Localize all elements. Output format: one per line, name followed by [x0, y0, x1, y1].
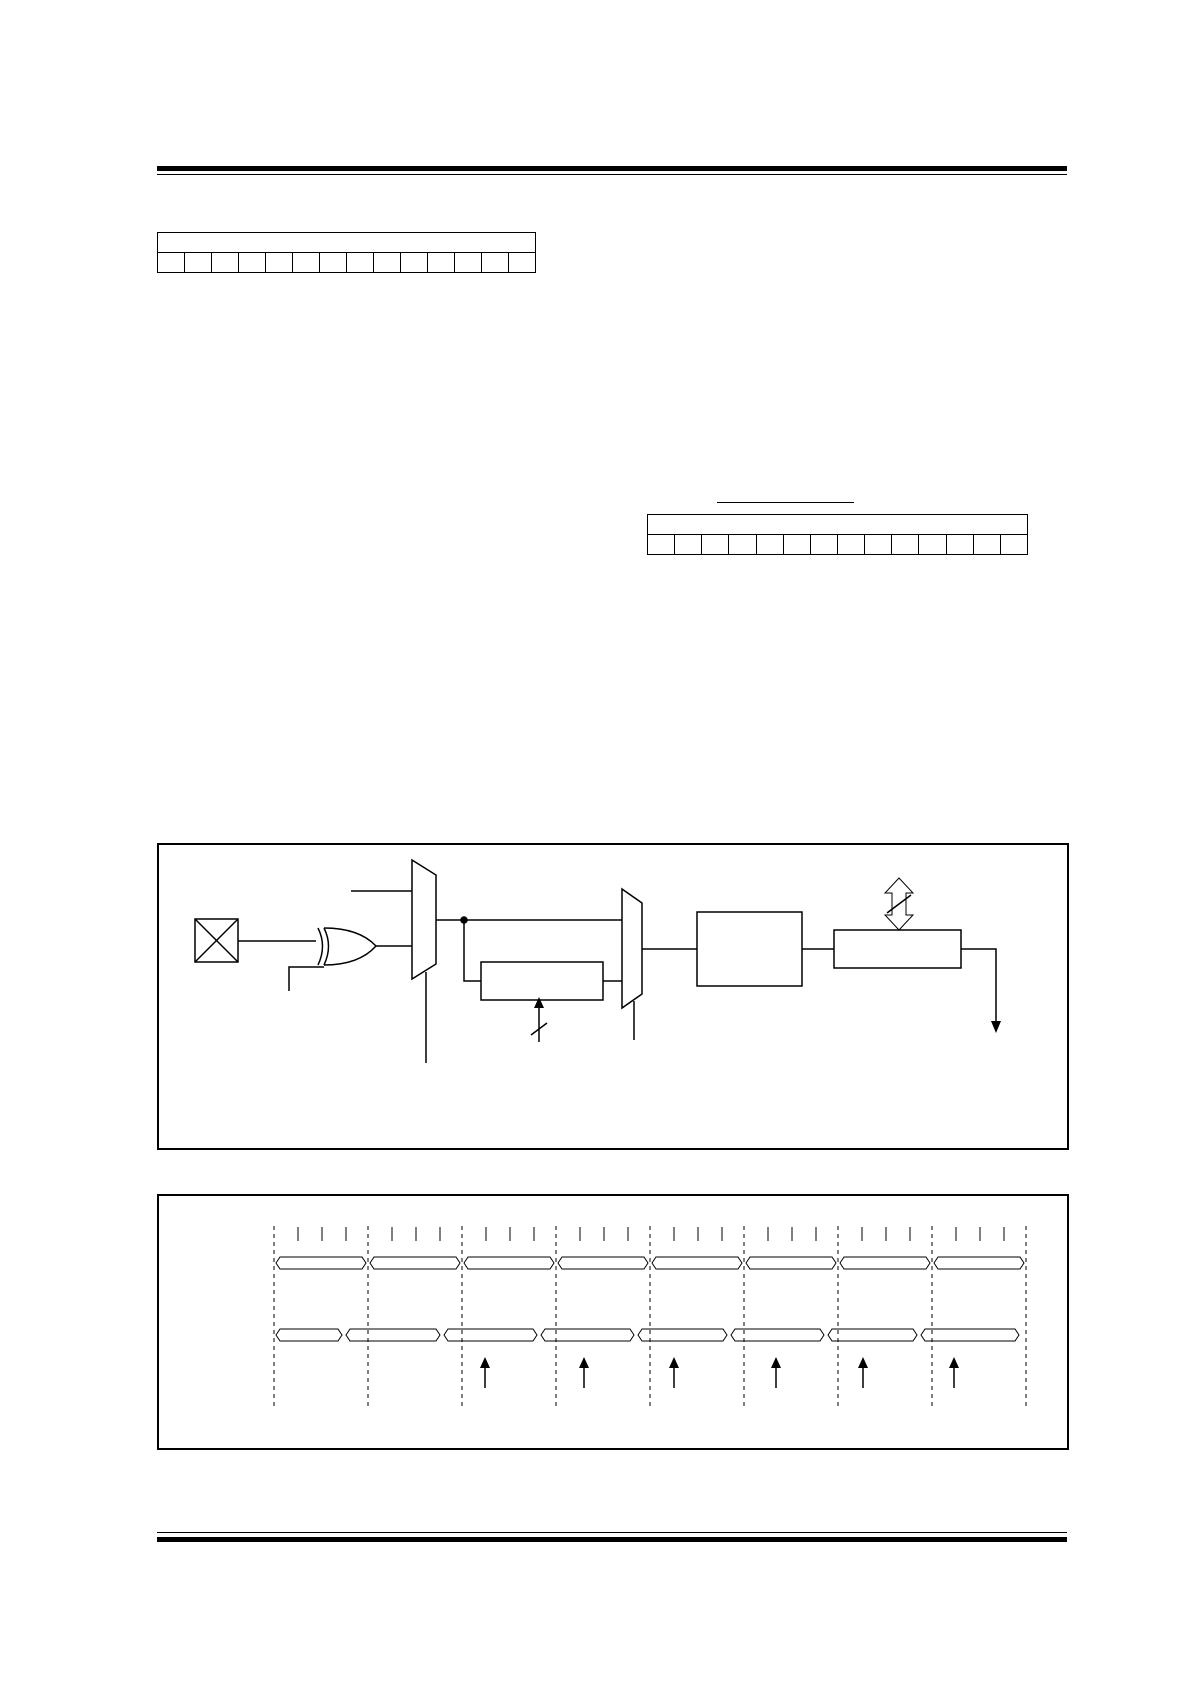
register-table-1-bit-row [158, 253, 536, 273]
bit-cell [266, 253, 293, 273]
register-table-2-overline [717, 502, 854, 503]
sample-arrowhead [858, 1357, 868, 1368]
bit-cell [865, 535, 892, 555]
bit-cell [675, 535, 702, 555]
xor-gate-icon [318, 928, 376, 965]
bit-cell [729, 535, 756, 555]
output-arrowhead [991, 1021, 1001, 1033]
pin-icon [195, 919, 238, 962]
bit-cell [401, 253, 428, 273]
output-bus-cell [921, 1329, 1019, 1341]
output-bus-cell [541, 1329, 634, 1341]
output-bus-cell [444, 1329, 537, 1341]
bit-cell [648, 535, 675, 555]
output-mux-icon [622, 889, 642, 1008]
input-bus-cell [464, 1257, 554, 1269]
input-bus-cell [934, 1257, 1024, 1269]
register-table-1 [157, 232, 536, 273]
input-bus-cell [370, 1257, 460, 1269]
output-bus-cell [731, 1329, 824, 1341]
register-table-2 [647, 514, 1028, 555]
input-bus-cell [652, 1257, 742, 1269]
bit-cell [482, 253, 509, 273]
bit-cell [810, 535, 837, 555]
sample-arrowhead [949, 1357, 959, 1368]
bit-cell [1000, 535, 1027, 555]
bit-cell [158, 253, 185, 273]
data-bus-icon [885, 878, 913, 930]
register-table-2-caption [648, 515, 1028, 535]
footer-rule-thin [157, 1532, 1067, 1533]
block-diagram-svg [159, 845, 1071, 1152]
prescaler-arrowhead [534, 997, 544, 1008]
output-wire [961, 949, 996, 1021]
prescaler-block [481, 962, 603, 1000]
output-bus-cell [828, 1329, 917, 1341]
bit-cell [455, 253, 482, 273]
bit-cell [212, 253, 239, 273]
register-table-2-bit-row [648, 535, 1028, 555]
input-bus-cell [558, 1257, 648, 1269]
xor-polarity-wire [289, 967, 324, 991]
counter-register-block [834, 930, 961, 968]
bit-cell [428, 253, 455, 273]
prescaler-branch-wire [464, 920, 481, 981]
bit-cell [320, 253, 347, 273]
output-bus-cell [276, 1329, 342, 1341]
bit-cell [509, 253, 536, 273]
timing-diagram-svg [159, 1196, 1071, 1452]
header-rule-thick [157, 166, 1067, 171]
timing-diagram-figure [157, 1194, 1069, 1450]
bit-cell [837, 535, 864, 555]
sync-block [697, 912, 802, 986]
input-bus-cell [746, 1257, 836, 1269]
sample-arrowhead [669, 1357, 679, 1368]
output-bus-cell [638, 1329, 727, 1341]
bit-cell [293, 253, 320, 273]
input-mux-icon [412, 860, 436, 979]
bit-cell [946, 535, 973, 555]
bit-cell [374, 253, 401, 273]
input-bus-cell [276, 1257, 366, 1269]
header-rule-thin [157, 174, 1067, 175]
bit-cell [892, 535, 919, 555]
sample-arrowhead [480, 1357, 490, 1368]
bit-cell [919, 535, 946, 555]
bit-cell [756, 535, 783, 555]
block-diagram-figure [157, 843, 1069, 1150]
sample-arrowhead [579, 1357, 589, 1368]
footer-rule-thick [157, 1537, 1067, 1542]
bit-cell [783, 535, 810, 555]
bit-cell [973, 535, 1000, 555]
bit-cell [347, 253, 374, 273]
register-table-1-caption [158, 233, 536, 253]
input-bus-cell [840, 1257, 930, 1269]
bit-cell [702, 535, 729, 555]
output-bus-cell [346, 1329, 440, 1341]
bit-cell [239, 253, 266, 273]
sample-arrowhead [771, 1357, 781, 1368]
bit-cell [185, 253, 212, 273]
